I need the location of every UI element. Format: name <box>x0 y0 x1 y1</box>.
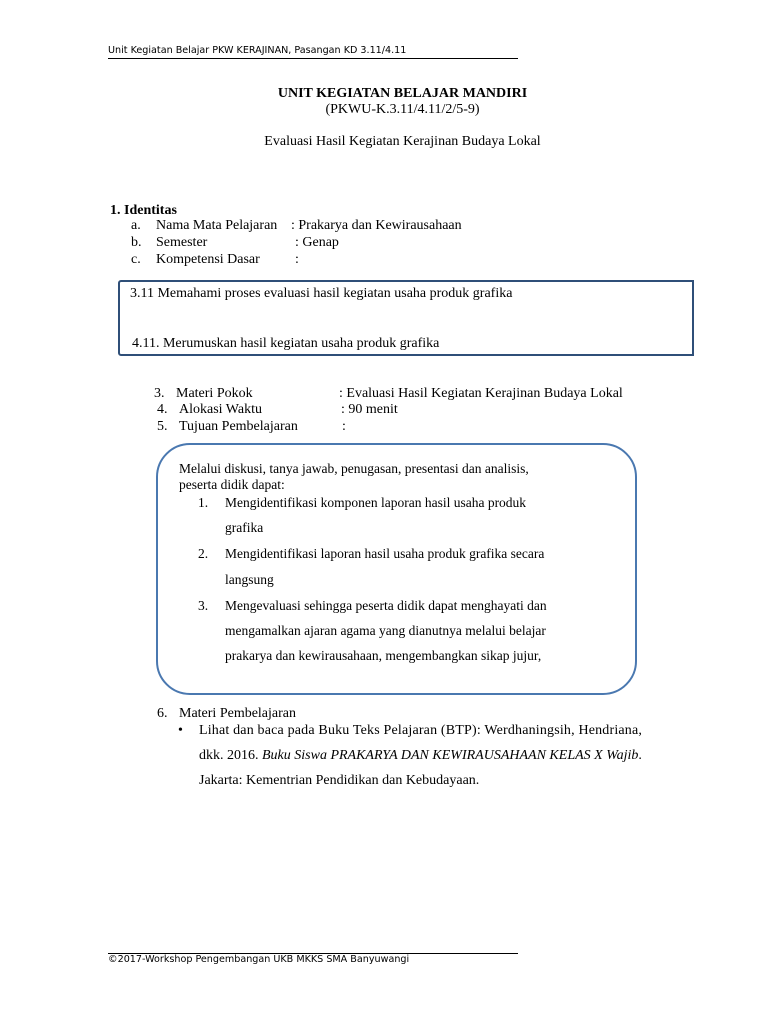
section-identitas-heading: 1. Identitas <box>110 203 177 218</box>
document-subtitle: Evaluasi Hasil Kegiatan Kerajinan Budaya Lokal <box>264 134 541 149</box>
info-label-alokasi: Alokasi Waktu <box>179 402 262 417</box>
materi-heading: Materi Pembelajaran <box>179 706 297 721</box>
materi-bullet: • <box>178 723 183 738</box>
info-marker-4: 4. <box>157 402 168 417</box>
info-marker-5: 5. <box>157 419 168 434</box>
tujuan-item-3-line2: mengamalkan ajaran agama yang dianutnya melalui belajar <box>225 623 546 638</box>
info-label-materi-pokok: Materi Pokok <box>176 386 253 401</box>
document-title: UNIT KEGIATAN BELAJAR MANDIRI <box>277 86 528 101</box>
info-marker-3: 3. <box>154 386 165 401</box>
running-header: Unit Kegiatan Belajar PKW KERAJINAN, Pasangan KD 3.11/4.11 <box>108 45 407 56</box>
kompetensi-item-4-11: 4.11. Merumuskan hasil kegiatan usaha produk grafika <box>132 336 440 351</box>
tujuan-item-3-line1: Mengevaluasi sehingga peserta didik dapat menghayati dan <box>225 598 547 613</box>
identitas-marker-b: b. <box>131 235 142 250</box>
tujuan-item-1-line1: Mengidentifikasi komponen laporan hasil usaha produk <box>225 495 527 510</box>
materi-line2-plain: dkk. 2016. <box>199 748 262 763</box>
tujuan-item-2-line2: langsung <box>225 572 274 587</box>
materi-line3: Jakarta: Kementrian Pendidikan dan Kebudayaan. <box>199 773 480 788</box>
identitas-marker-c: c. <box>131 252 141 267</box>
document-code: (PKWU-K.3.11/4.11/2/5-9) <box>325 102 480 117</box>
tujuan-intro-line1: Melalui diskusi, tanya jawab, penugasan, presentasi dan analisis, <box>179 461 529 476</box>
materi-book-title: Buku Siswa PRAKARYA DAN KEWIRAUSAHAAN KELAS X Wajib <box>262 748 639 763</box>
identitas-marker-a: a. <box>131 218 141 233</box>
tujuan-item-2-line1: Mengidentifikasi laporan hasil usaha produk grafika secara <box>225 546 545 561</box>
info-label-tujuan: Tujuan Pembelajaran <box>179 419 298 434</box>
identitas-label-semester: Semester <box>156 235 208 250</box>
header-rule <box>108 58 518 59</box>
tujuan-intro-line2: peserta didik dapat: <box>179 477 285 492</box>
identitas-value-kd: : <box>295 252 299 267</box>
kompetensi-item-3-11: 3.11 Memahami proses evaluasi hasil kegiatan usaha produk grafika <box>130 286 513 301</box>
materi-line1: Lihat dan baca pada Buku Teks Pelajaran (BTP): Werdhaningsih, Hendriana, <box>199 723 643 738</box>
identitas-label-kd: Kompetensi Dasar <box>156 252 260 267</box>
materi-marker-6: 6. <box>157 706 168 721</box>
footer-text: ©2017-Workshop Pengembangan UKB MKKS SMA Banyuwangi <box>108 954 410 965</box>
tujuan-item-3-line3: prakarya dan kewirausahaan, mengembangkan sikap jujur, <box>225 648 542 663</box>
tujuan-marker-1: 1. <box>198 495 209 510</box>
tujuan-item-1-line2: grafika <box>225 520 264 535</box>
info-value-tujuan: : <box>342 419 346 434</box>
materi-line2-end: . <box>638 748 642 763</box>
identitas-value-semester: : Genap <box>295 235 339 250</box>
materi-line2 <box>199 748 642 764</box>
info-value-alokasi: : 90 menit <box>341 402 398 417</box>
identitas-label-mapel: Nama Mata Pelajaran <box>156 218 278 233</box>
tujuan-marker-3: 3. <box>198 598 209 613</box>
identitas-value-mapel: : Prakarya dan Kewirausahaan <box>291 218 462 233</box>
info-value-materi-pokok: : Evaluasi Hasil Kegiatan Kerajinan Budaya Lokal <box>339 386 623 401</box>
tujuan-marker-2: 2. <box>198 546 209 561</box>
